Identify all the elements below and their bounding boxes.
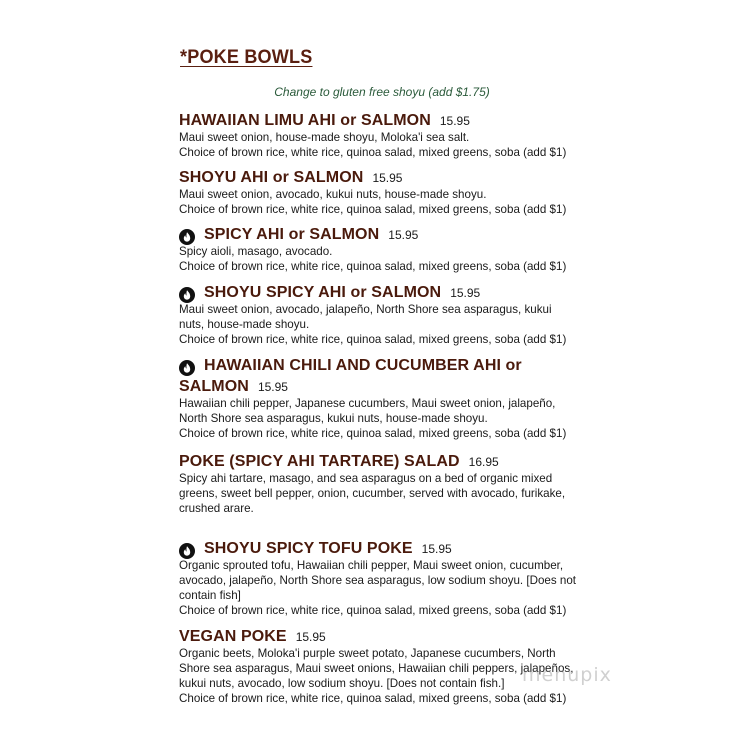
item-price: 15.95	[295, 630, 326, 644]
item-description: Organic sprouted tofu, Hawaiian chili pepper, Maui sweet onion, cucumber, avocado, jalapeño, North Shore sea asparagus, low sodium shoyu. [Does not contain fish]	[179, 559, 577, 602]
item-description: Spicy ahi tartare, masago, and sea asparagus on a bed of organic mixed greens, sweet bell pepper, onion, cucumber, served with avocado, furikake, crushed arare.	[179, 472, 566, 515]
item-choice: Choice of brown rice, white rice, quinoa salad, mixed greens, soba (add $1)	[179, 146, 567, 159]
item-description: Maui sweet onion, house-made shoyu, Moloka'i sea salt.	[179, 131, 470, 144]
flame-icon	[179, 287, 195, 303]
item-name: POKE (SPICY AHI TARTARE) SALAD	[179, 453, 460, 470]
item-price: 15.95	[257, 380, 288, 394]
item-description: Maui sweet onion, avocado, jalapeño, North Shore sea asparagus, kukui nuts, house-made shoyu.	[179, 303, 552, 331]
watermark: menupix	[522, 664, 612, 686]
item-name: VEGAN POKE	[179, 628, 287, 645]
item-price: 15.95	[450, 286, 481, 300]
item-choice: Choice of brown rice, white rice, quinoa salad, mixed greens, soba (add $1)	[179, 203, 567, 216]
item-name: HAWAIIAN CHILI AND CUCUMBER AHI or	[204, 357, 522, 374]
item-description: Spicy aioli, masago, avocado.	[179, 245, 333, 258]
item-choice: Choice of brown rice, white rice, quinoa salad, mixed greens, soba (add $1)	[179, 604, 567, 617]
item-name: SPICY AHI or SALMON	[204, 226, 380, 243]
item-name: SHOYU AHI or SALMON	[179, 169, 364, 186]
menu-item	[179, 226, 599, 274]
section-title: *POKE BOWLS	[180, 47, 313, 68]
menu-item	[179, 357, 599, 441]
menu-item	[179, 169, 599, 217]
menu-item	[179, 112, 599, 160]
gluten-free-note: Change to gluten free shoyu (add $1.75)	[274, 85, 490, 99]
menu-item	[179, 284, 599, 347]
menu-item	[179, 453, 599, 516]
item-price: 15.95	[372, 171, 403, 185]
item-choice: Choice of brown rice, white rice, quinoa salad, mixed greens, soba (add $1)	[179, 427, 567, 440]
flame-icon	[179, 229, 195, 245]
item-choice: Choice of brown rice, white rice, quinoa salad, mixed greens, soba (add $1)	[179, 260, 567, 273]
item-price: 15.95	[439, 114, 470, 128]
flame-icon	[179, 543, 195, 559]
item-name: SHOYU SPICY AHI or SALMON	[204, 284, 442, 301]
flame-icon	[179, 360, 195, 376]
item-name-continued: SALMON	[179, 378, 249, 395]
item-description: Maui sweet onion, avocado, kukui nuts, house-made shoyu.	[179, 188, 487, 201]
item-name: SHOYU SPICY TOFU POKE	[204, 540, 413, 557]
item-price: 15.95	[421, 542, 452, 556]
menu-item	[179, 540, 599, 618]
item-description: Organic beets, Moloka'i purple sweet potato, Japanese cucumbers, North Shore sea asparagus, Maui sweet onions, Hawaiian chili peppers, jalapeños, kukui nuts, avocado, low sodium shoyu. [Does not contain fish.]	[179, 647, 574, 690]
item-price: 15.95	[388, 228, 419, 242]
item-choice: Choice of brown rice, white rice, quinoa salad, mixed greens, soba (add $1)	[179, 333, 567, 346]
item-description: Hawaiian chili pepper, Japanese cucumbers, Maui sweet onion, jalapeño, North Shore sea asparagus, kukui nuts, house-made shoyu.	[179, 397, 556, 425]
item-choice: Choice of brown rice, white rice, quinoa salad, mixed greens, soba (add $1)	[179, 692, 567, 705]
item-name: HAWAIIAN LIMU AHI or SALMON	[179, 112, 431, 129]
item-price: 16.95	[468, 455, 499, 469]
